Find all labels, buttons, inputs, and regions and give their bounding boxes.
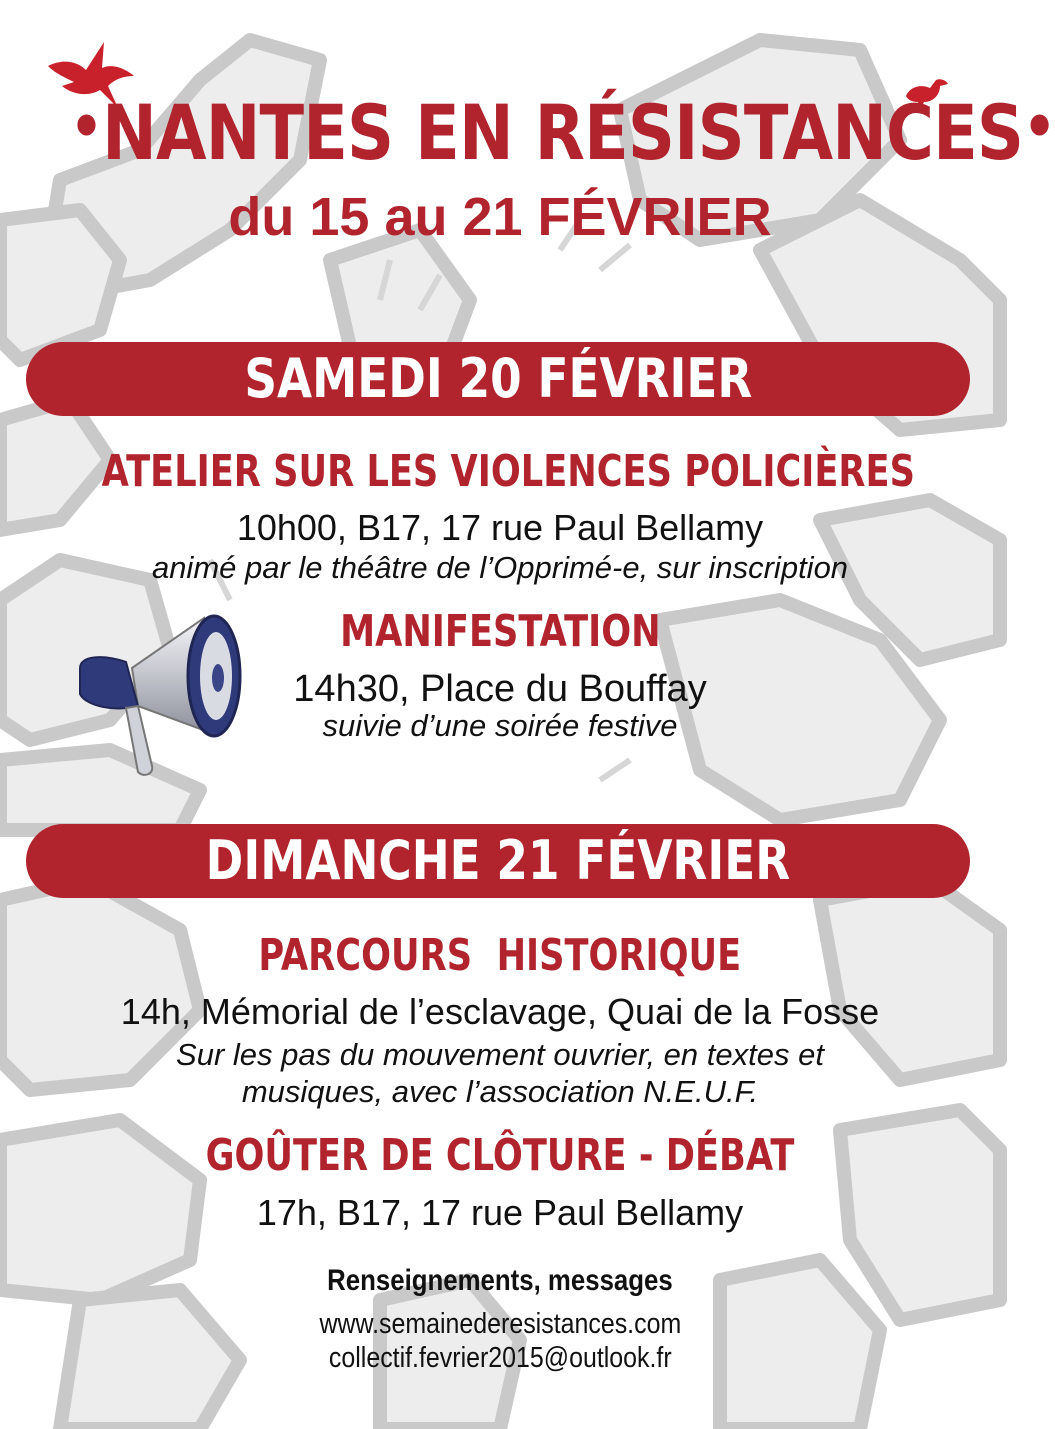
day-label: DIMANCHE 21 FÉVRIER [205, 829, 791, 892]
website-text: www.semainederesistances.com [319, 1308, 681, 1340]
event-title [0, 606, 1000, 657]
website-link[interactable] [0, 1308, 1000, 1341]
title-bullet-right: • [1023, 92, 1055, 162]
event-title-text: GOÛTER DE CLÔTURE - DÉBAT [205, 1130, 795, 1181]
event-title-text: MANIFESTATION [339, 606, 661, 657]
event-info: 10h00, B17, 17 rue Paul Bellamy [236, 507, 764, 548]
day-label: SAMEDI 20 FÉVRIER [244, 347, 752, 410]
title-text: NANTES EN RÉSISTANCES [102, 88, 1024, 177]
date-range: du 15 au 21 FÉVRIER [228, 187, 772, 247]
poster-title [70, 88, 1055, 177]
title-bullet-left: • [70, 92, 103, 162]
email-link[interactable] [0, 1342, 1000, 1375]
event-title [0, 446, 1000, 497]
event-title-text: ATELIER SUR LES VIOLENCES POLICIÈRES [101, 446, 915, 497]
event-note-line1: Sur les pas du mouvement ouvrier, en textes et [176, 1037, 824, 1072]
contact-heading-text: Renseignements, messages [327, 1264, 673, 1297]
day-banner-sunday [26, 824, 970, 898]
event-title-text: PARCOURS HISTORIQUE [258, 930, 742, 981]
email-text: collectif.fevrier2015@outlook.fr [328, 1342, 672, 1374]
event-info: 17h, B17, 17 rue Paul Bellamy [256, 1192, 744, 1233]
day-banner-saturday [26, 342, 970, 416]
event-info: 14h, Mémorial de l’esclavage, Quai de la Fosse [120, 991, 880, 1032]
event-info: 14h30, Place du Bouffay [293, 668, 707, 710]
event-note-line2: musiques, avec l’association N.E.U.F. [241, 1074, 759, 1109]
event-note: animé par le théâtre de l’Opprimé-e, sur inscription [151, 550, 849, 585]
event-title [0, 930, 1000, 981]
event-title [0, 1130, 1000, 1181]
event-note: suivie d’une soirée festive [322, 708, 678, 743]
contact-heading [0, 1264, 1000, 1298]
